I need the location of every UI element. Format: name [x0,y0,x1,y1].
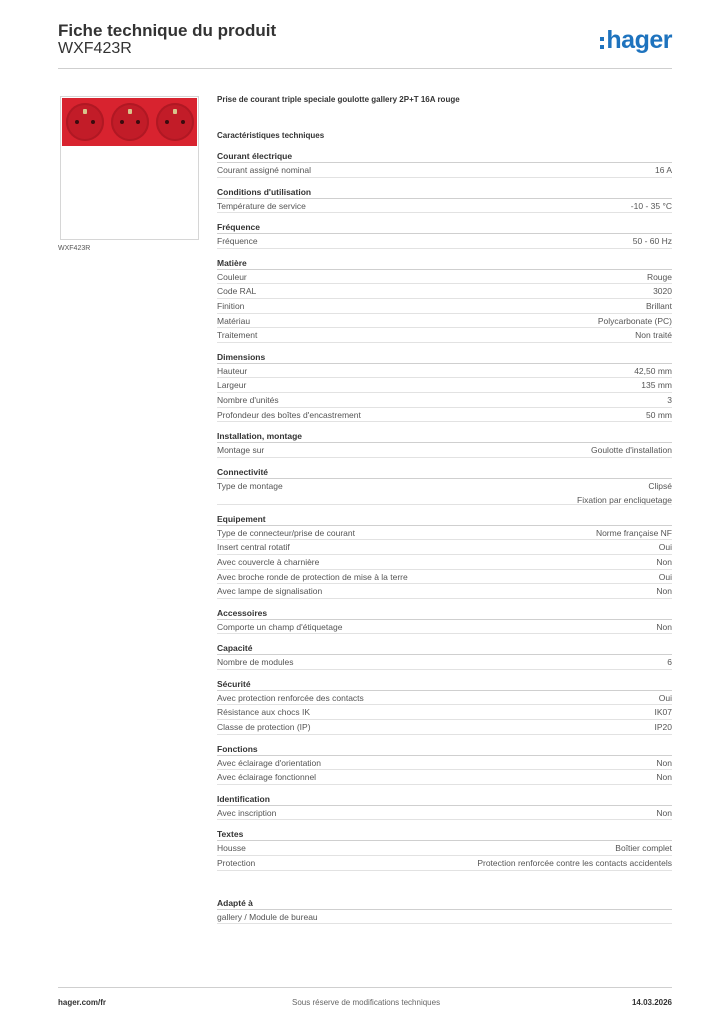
spec-section [217,465,672,505]
spec-row [217,540,672,555]
section-title: Courant électrique [217,149,672,163]
spec-row [217,234,672,249]
spec-value: Oui [658,692,672,703]
spec-sections [217,149,672,924]
spec-row [217,479,672,505]
spec-row [217,720,672,735]
spec-value: Oui [658,571,672,582]
spec-label: Courant assigné nominal [217,165,312,175]
spec-value: Non [656,772,672,783]
spec-label: Résistance aux chocs IK [217,707,311,718]
spec-label: Avec éclairage d'orientation [217,757,322,768]
product-image [60,96,199,240]
spec-content [217,92,672,931]
spec-section [217,641,672,670]
socket-strip [62,98,197,146]
spec-section [217,896,672,925]
section-title: Capacité [217,641,672,655]
spec-value: 42,50 mm [634,365,672,376]
spec-value: Goulotte d'installation [590,445,672,456]
spec-label: Nombre d'unités [217,394,279,405]
section-title: Sécurité [217,677,672,691]
logo-text: hager [606,26,672,54]
spec-row [217,364,672,379]
section-title: Conditions d'utilisation [217,185,672,199]
spec-label: Couleur [217,271,247,282]
spec-label: Avec lampe de signalisation [217,586,323,597]
spec-section [217,742,672,785]
section-spacer [217,878,672,896]
spec-row [217,856,672,871]
spec-row [217,314,672,329]
spec-value: Rouge [646,271,672,282]
spec-row [217,408,672,423]
spec-label: Largeur [217,380,247,391]
spec-row [217,806,672,821]
section-title: Fonctions [217,742,672,756]
section-title: Connectivité [217,465,672,479]
spec-section [217,429,672,458]
spec-row [217,770,672,785]
spec-section [217,185,672,214]
spec-row [217,163,672,178]
spec-row [217,270,672,285]
spec-row [217,756,672,771]
spec-label: Code RAL [217,286,257,297]
spec-section [217,220,672,249]
spec-value-line: Clipsé [648,480,672,491]
spec-row [217,691,672,706]
spec-section [217,677,672,735]
socket-icon [156,103,194,141]
section-title: Identification [217,792,672,806]
spec-row [217,655,672,670]
section-title: Equipement [217,512,672,526]
header-divider [58,68,672,69]
spec-section [217,256,672,343]
page-title: Fiche technique du produit [58,21,277,40]
logo-dots-icon [600,37,604,49]
spec-label: gallery / Module de bureau [217,911,318,922]
spec-row [217,841,672,856]
spec-value: Brillant [646,300,672,311]
spec-label: Nombre de modules [217,657,294,668]
spec-value: -10 - 35 °C [630,200,672,211]
spec-row [217,199,672,214]
spec-label: Classe de protection (IP) [217,722,311,733]
spec-value: Non [656,807,672,818]
spec-row [217,443,672,458]
section-title: Textes [217,827,672,841]
spec-label: Protection [217,858,256,869]
product-reference: WXF423R [58,40,132,57]
spec-label: Hauteur [217,365,248,376]
section-title: Matière [217,256,672,270]
section-title: Installation, montage [217,429,672,443]
spec-label: Housse [217,843,246,854]
spec-value: IK07 [654,707,672,718]
spec-row [217,284,672,299]
spec-row [217,584,672,599]
spec-row [217,620,672,635]
spec-label: Fréquence [217,236,258,247]
spec-section [217,606,672,635]
spec-value [577,479,672,507]
footer-divider [58,987,672,988]
spec-row [217,705,672,720]
spec-row [217,299,672,314]
spec-label: Température de service [217,200,306,211]
spec-label: Avec protection renforcée des contacts [217,692,364,703]
spec-label: Matériau [217,315,251,326]
spec-label: Type de connecteur/prise de courant [217,527,355,538]
spec-value: 50 - 60 Hz [632,236,672,247]
spec-value: Norme française NF [595,527,672,538]
footer-website: hager.com/fr [58,998,107,1007]
spec-row [217,328,672,343]
spec-value: Protection renforcée contre les contacts accidentels [477,858,672,869]
footer-date: 14.03.2026 [631,998,672,1007]
spec-value: 3 [667,394,672,405]
socket-icon [66,103,104,141]
spec-row [217,378,672,393]
spec-value: 50 mm [646,409,672,420]
spec-value: Non traité [635,330,672,341]
spec-section [217,350,672,422]
socket-icon [111,103,149,141]
spec-row [217,393,672,408]
spec-row [217,555,672,570]
spec-section [217,792,672,821]
spec-value: 16 A [654,165,672,175]
spec-label: Type de montage [217,480,283,491]
spec-section [217,827,672,870]
spec-label: Finition [217,300,245,311]
spec-row [217,910,672,925]
spec-value: Oui [658,542,672,553]
spec-section [217,149,672,178]
spec-value: 135 mm [641,380,672,391]
spec-label: Profondeur des boîtes d'encastrement [217,409,361,420]
spec-value: Non [656,556,672,567]
spec-label: Comporte un champ d'étiquetage [217,621,343,632]
spec-label: Avec inscription [217,807,277,818]
spec-value: Non [656,757,672,768]
spec-value: Polycarbonate (PC) [597,315,672,326]
spec-value: 6 [667,657,672,668]
spec-label: Traitement [217,330,258,341]
spec-section [217,512,672,599]
spec-value: IP20 [654,722,672,733]
spec-label: Avec couvercle à charnière [217,556,320,567]
hager-logo [600,28,672,53]
spec-label: Avec éclairage fonctionnel [217,772,317,783]
product-description: Prise de courant triple speciale goulotte gallery 2P+T 16A rouge [217,95,460,104]
spec-row [217,526,672,541]
section-title: Dimensions [217,350,672,364]
spec-value: Non [656,586,672,597]
section-title: Fréquence [217,220,672,234]
footer-disclaimer: Sous réserve de modifications techniques [292,998,441,1007]
spec-value-line: Fixation par encliquetage [577,494,672,505]
section-title: Accessoires [217,606,672,620]
spec-value: 3020 [653,286,672,297]
spec-row [217,570,672,585]
image-caption: WXF423R [58,245,91,252]
spec-value: Non [656,621,672,632]
spec-label: Insert central rotatif [217,542,290,553]
tech-characteristics-title: Caractéristiques techniques [217,131,325,140]
spec-label: Avec broche ronde de protection de mise à la terre [217,571,408,582]
spec-value: Boîtier complet [615,843,672,854]
section-title: Adapté à [217,896,672,910]
spec-label: Montage sur [217,445,265,456]
